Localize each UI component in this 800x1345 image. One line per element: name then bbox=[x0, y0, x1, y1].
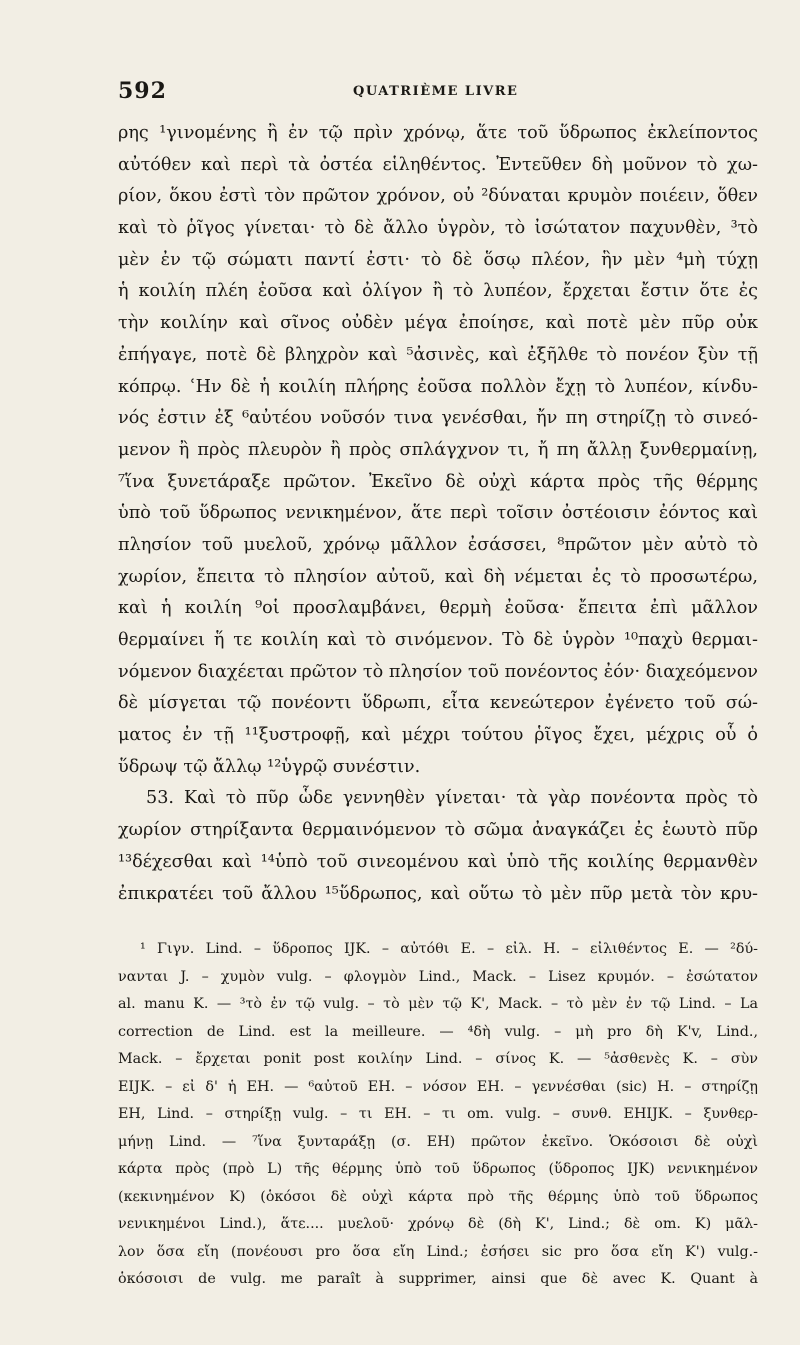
text-line: ὕδρωψ τῷ ἄλλῳ ¹²ὑγρῷ συνέστιν. bbox=[118, 756, 421, 777]
footnote-line: ὁκόσοισι de vulg. me paraît à supprimer, ainsi que δὲ avec K. Quant à bbox=[118, 1271, 758, 1287]
text-line: ἡ κοιλίη πλέη ἐοῦσα καὶ ὀλίγον ἢ τὸ λυπέον, ἔρχεται ἔστιν ὅτε ἐς bbox=[118, 281, 758, 302]
footnote-line: al. manu K. — ³τὸ ἐν τῷ vulg. – τὸ μὲν τῷ K', Mack. – τὸ μὲν ἐν τῷ Lind. – La bbox=[118, 996, 758, 1012]
text-line: τὴν κοιλίην καὶ σῖνος οὐδὲν μέγα ἐποίησε, καὶ ποτὲ μὲν πῦρ οὐκ bbox=[118, 313, 758, 334]
text-line: δὲ μίσγεται τῷ πονέοντι ὕδρωπι, εἶτα κενεώτερον ἐγένετο τοῦ σώ- bbox=[118, 693, 758, 714]
text-line: ματος ἐν τῇ ¹¹ξυστροφῇ, καὶ μέχρι τούτου ῥῖγος ἔχει, μέχρις οὗ ὁ bbox=[118, 725, 758, 746]
footnote-line: ¹ Γιγν. Lind. – ὕδροπος IJK. – αὐτόθι E. – εἰλ. H. – εἰλιθέντος E. — ²δύ- bbox=[140, 941, 758, 957]
text-line: πλησίον τοῦ μυελοῦ, χρόνῳ μᾶλλον ἐσάσσει, ⁸πρῶτον μὲν αὐτὸ τὸ bbox=[118, 534, 758, 555]
text-line: ἐπικρατέει τοῦ ἄλλου ¹⁵ὕδρωπος, καὶ οὕτω τὸ μὲν πῦρ μετὰ τὸν κρυ- bbox=[118, 883, 758, 904]
text-line: ρίον, ὅκου ἐστὶ τὸν πρῶτον χρόνον, οὐ ²δύναται κρυμὸν ποιέειν, ὅθεν bbox=[118, 186, 758, 207]
text-line: θερμαίνει ἥ τε κοιλίη καὶ τὸ σινόμενον. Τὸ δὲ ὑγρὸν ¹⁰παχὺ θερμαι- bbox=[118, 630, 758, 650]
footnote-line: EIJK. – εἰ δ' ἡ EH. — ⁶αὐτοῦ EH. – νόσον EH. – γεννέσθαι (sic) H. – στηρίζῃ bbox=[118, 1078, 758, 1095]
footnote-line: νανται J. – χυμὸν vulg. – φλογμὸν Lind., Mack. – Lisez κρυμόν. – ἐσώτατον bbox=[118, 968, 758, 985]
main-text bbox=[118, 118, 758, 910]
page-number: 592 bbox=[118, 78, 167, 104]
text-line: αὐτόθεν καὶ περὶ τὰ ὀστέα εἱληθέντος. Ἐντεῦθεν δὴ μοῦνον τὸ χω- bbox=[118, 154, 758, 175]
text-line: ¹³δέχεσθαι καὶ ¹⁴ὑπὸ τοῦ σινεομένου καὶ ὑπὸ τῆς κοιλίης θερμανθὲν bbox=[118, 851, 758, 872]
text-line: ἐπήγαγε, ποτὲ δὲ βληχρὸν καὶ ⁵ἀσινὲς, καὶ ἐξῆλθε τὸ πονέον ξὺν τῇ bbox=[118, 344, 758, 365]
text-line: μὲν ἐν τῷ σώματι παντί ἐστι· τὸ δὲ ὅσῳ πλέον, ἣν μὲν ⁴μὴ τύχῃ bbox=[118, 249, 758, 270]
footnote-line: Mack. – ἔρχεται ponit post κοιλίην Lind. – σίνος K. — ⁵ἀσθενὲς K. – σὺν bbox=[118, 1051, 758, 1067]
text-line: ρης ¹γινομένης ἢ ἐν τῷ πρὶν χρόνῳ, ἅτε τοῦ ὕδρωπος ἐκλείποντος bbox=[118, 123, 758, 143]
text-line: καὶ ἡ κοιλίη ⁹οἱ προσλαμβάνει, θερμὴ ἐοῦσα· ἔπειτα ἐπὶ μᾶλλον bbox=[118, 598, 758, 619]
footnote-line: EH, Lind. – στηρίξῃ vulg. – τι EH. – τι om. vulg. – συνθ. EHIJK. – ξυνθερ- bbox=[118, 1106, 758, 1122]
text-line: μενον ἢ πρὸς πλευρὸν ἢ πρὸς σπλάγχνον τι, ἤ πη ἄλλῃ ξυνθερμαίνῃ, bbox=[118, 439, 758, 460]
footnote-line: (κεκινημένον K) (ὁκόσοι δὲ οὐχὶ κάρτα πρὸ τῆς θέρμης ὑπὸ τοῦ ὕδρωπος bbox=[118, 1188, 758, 1205]
text-line: ὑπὸ τοῦ ὕδρωπος νενικημένον, ἅτε περὶ τοῖσιν ὀστέοισιν ἐόντος καὶ bbox=[118, 503, 758, 524]
footnotes bbox=[118, 936, 758, 1294]
footnote-divider bbox=[118, 920, 758, 921]
text-line: χωρίον στηρίξαντα θερμαινόμενον τὸ σῶμα ἀναγκάζει ἐς ἑωυτὸ πῦρ bbox=[118, 820, 758, 841]
text-line: ⁷ἵνα ξυνετάραξε πρῶτον. Ἐκεῖνο δὲ οὐχὶ κάρτα πρὸς τῆς θέρμης bbox=[118, 471, 758, 492]
footnote-line: νενικημένοι Lind.), ἅτε.... μυελοῦ· χρόνῳ δὲ (δὴ K', Lind.; δὲ om. K) μᾶλ- bbox=[118, 1216, 758, 1232]
footnote-line: λον ὅσα εἴη (πονέουσι pro ὅσα εἴη Lind.; ἐσήσει sic pro ὅσα εἴη K') vulg.- bbox=[118, 1243, 758, 1260]
text-line: κόπρῳ. ʿΗν δὲ ἡ κοιλίη πλήρης ἐοῦσα πολλὸν ἔχῃ τὸ λυπέον, κίνδυ- bbox=[118, 376, 758, 397]
text-line: νόμενον διαχέεται πρῶτον τὸ πλησίον τοῦ πονέοντος ἐόν· διαχεόμενον bbox=[118, 661, 758, 682]
footnote-line: μήνῃ Lind. — ⁷ἵνα ξυνταράξῃ (σ. EH) πρῶτον ἐκεῖνο. Ὁκόσοισι δὲ οὐχὶ bbox=[118, 1133, 758, 1150]
text-line: 53. Καὶ τὸ πῦρ ὧδε γεννηθὲν γίνεται· τὰ γὰρ πονέοντα πρὸς τὸ bbox=[146, 788, 758, 809]
text-line: καὶ τὸ ῥῖγος γίνεται· τὸ δὲ ἄλλο ὑγρὸν, τὸ ἰσώτατον παχυνθὲν, ³τὸ bbox=[118, 218, 758, 239]
footnote-line: correction de Lind. est la meilleure. — ⁴δὴ vulg. – μὴ pro δὴ K'v, Lind., bbox=[118, 1023, 758, 1040]
footnote-line: κάρτα πρὸς (πρὸ L) τῆς θέρμης ὑπὸ τοῦ ὕδρωπος (ὕδροπος IJK) νενικημένον bbox=[118, 1161, 758, 1177]
page-header bbox=[118, 78, 758, 108]
running-head: QUATRIÈME LIVRE bbox=[353, 84, 519, 99]
text-line: χωρίον, ἔπειτα τὸ πλησίον αὐτοῦ, καὶ δὴ νέμεται ἐς τὸ προσωτέρω, bbox=[118, 566, 758, 587]
text-line: νός ἐστιν ἐξ ⁶αὐτέου νοῦσόν τινα γενέσθαι, ἤν πη στηρίζῃ τὸ σινεό- bbox=[118, 408, 758, 429]
